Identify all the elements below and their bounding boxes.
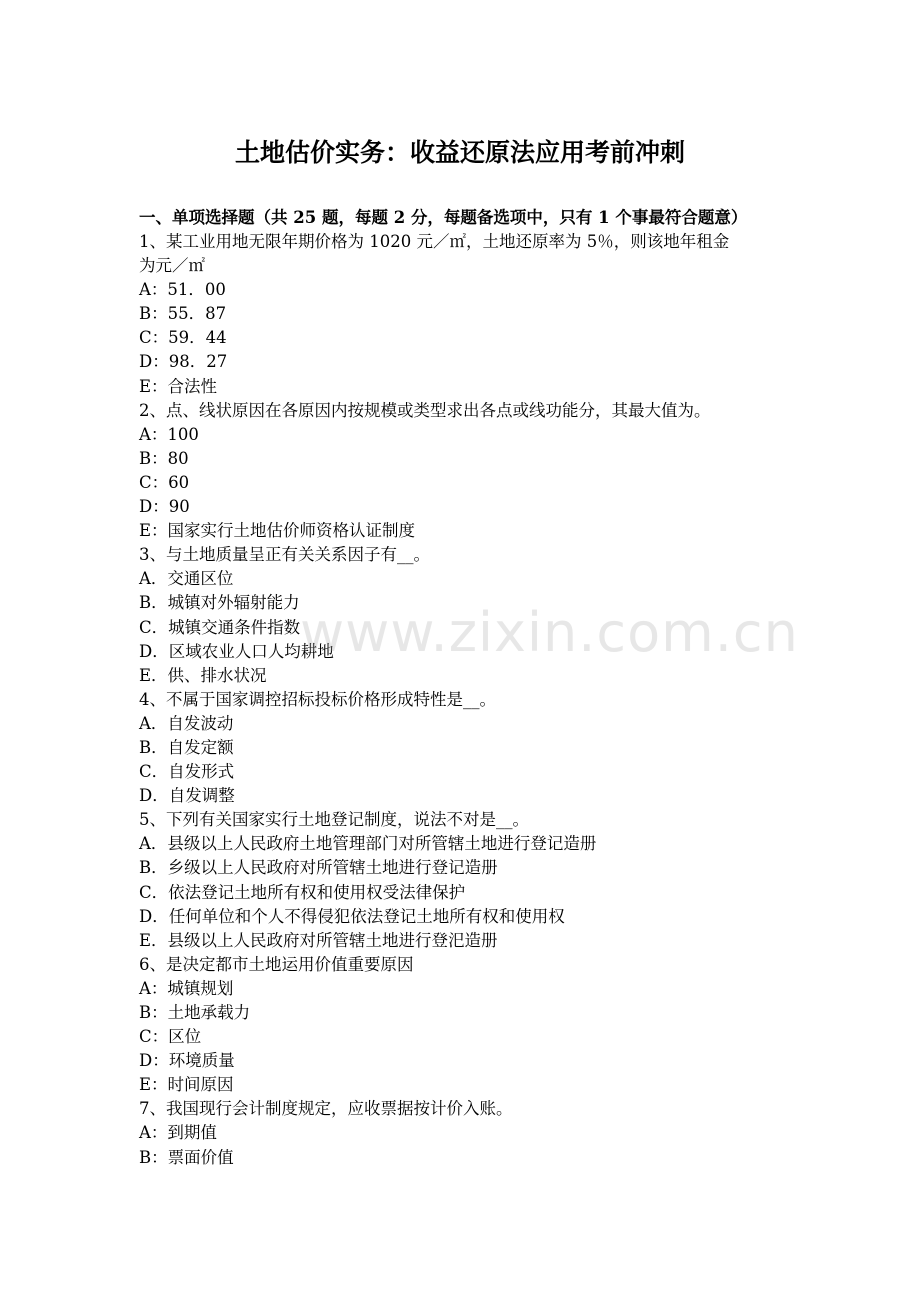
- option-line: B：土地承载力: [139, 1003, 251, 1022]
- option-line: E：时间原因: [139, 1075, 234, 1095]
- option-line: C：60: [139, 472, 190, 492]
- question-list: [139, 230, 799, 1170]
- option-line: D：98．27: [139, 352, 228, 372]
- question-line: 5、下列有关国家实行土地登记制度，说法不对是__。: [139, 810, 529, 830]
- option-line: B：80: [139, 448, 189, 468]
- option-line: C．自发形式: [139, 762, 235, 782]
- document-title: 土地估价实务：收益还原法应用考前冲刺: [234, 138, 685, 167]
- option-line: D：环境质量: [139, 1051, 235, 1071]
- question-line: 4、不属于国家调控招标投标价格形成特性是__。: [139, 689, 496, 709]
- section-heading: 一、单项选择题（共 25 题，每题 2 分，每题备选项中，只有 1 个事最符合题意）: [139, 208, 748, 227]
- option-line: A：51．00: [139, 280, 226, 300]
- option-line: E：国家实行土地估价师资格认证制度: [139, 521, 416, 541]
- question-line: 7、我国现行会计制度规定，应收票据按计价入账。: [139, 1099, 513, 1119]
- option-line: C：区位: [139, 1027, 202, 1047]
- option-line: C．城镇交通条件指数: [139, 617, 301, 637]
- option-line: B．城镇对外辐射能力: [139, 593, 300, 613]
- option-line: B．自发定额: [139, 737, 234, 757]
- option-line: E．县级以上人民政府对所管辖土地进行登汜造册: [139, 930, 498, 950]
- option-line: C．依法登记土地所有权和使用权受法律保护: [139, 882, 466, 902]
- watermark: www.zixin.com.cn: [300, 601, 799, 664]
- option-line: D：90: [139, 497, 190, 517]
- option-line: C：59．44: [139, 328, 227, 348]
- question-line: 1、某工业用地无限年期价格为 1020 元／㎡，土地还原率为 5％，则该地年租金: [139, 232, 730, 251]
- option-line: A：城镇规划: [139, 978, 234, 998]
- option-line: A．交通区位: [139, 569, 234, 589]
- option-line: D．区域农业人口人均耕地: [139, 641, 334, 661]
- option-line: B．乡级以上人民政府对所管辖土地进行登记造册: [139, 858, 498, 878]
- option-line: D．任何单位和个人不得侵犯依法登记土地所有权和使用权: [139, 906, 565, 926]
- question-line: 3、与土地质量呈正有关关系因子有__。: [139, 545, 430, 565]
- option-line: A：100: [139, 424, 199, 444]
- option-line: A．县级以上人民政府土地管理部门对所管辖土地进行登记造册: [139, 834, 597, 854]
- option-line: A：到期值: [139, 1123, 217, 1143]
- option-line: E．供、排水状况: [139, 665, 267, 685]
- option-line: 为元／㎡: [139, 256, 205, 276]
- option-line: B：票面价值: [139, 1147, 234, 1167]
- option-line: B：55．87: [139, 304, 227, 324]
- question-line: 6、是决定都市土地运用价值重要原因: [139, 954, 414, 974]
- option-line: A．自发波动: [139, 713, 234, 733]
- option-line: D．自发调整: [139, 786, 235, 806]
- option-line: E：合法性: [139, 376, 218, 396]
- question-line: 2、点、线状原因在各原因内按规模或类型求出各点或线功能分，其最大值为。: [139, 400, 711, 420]
